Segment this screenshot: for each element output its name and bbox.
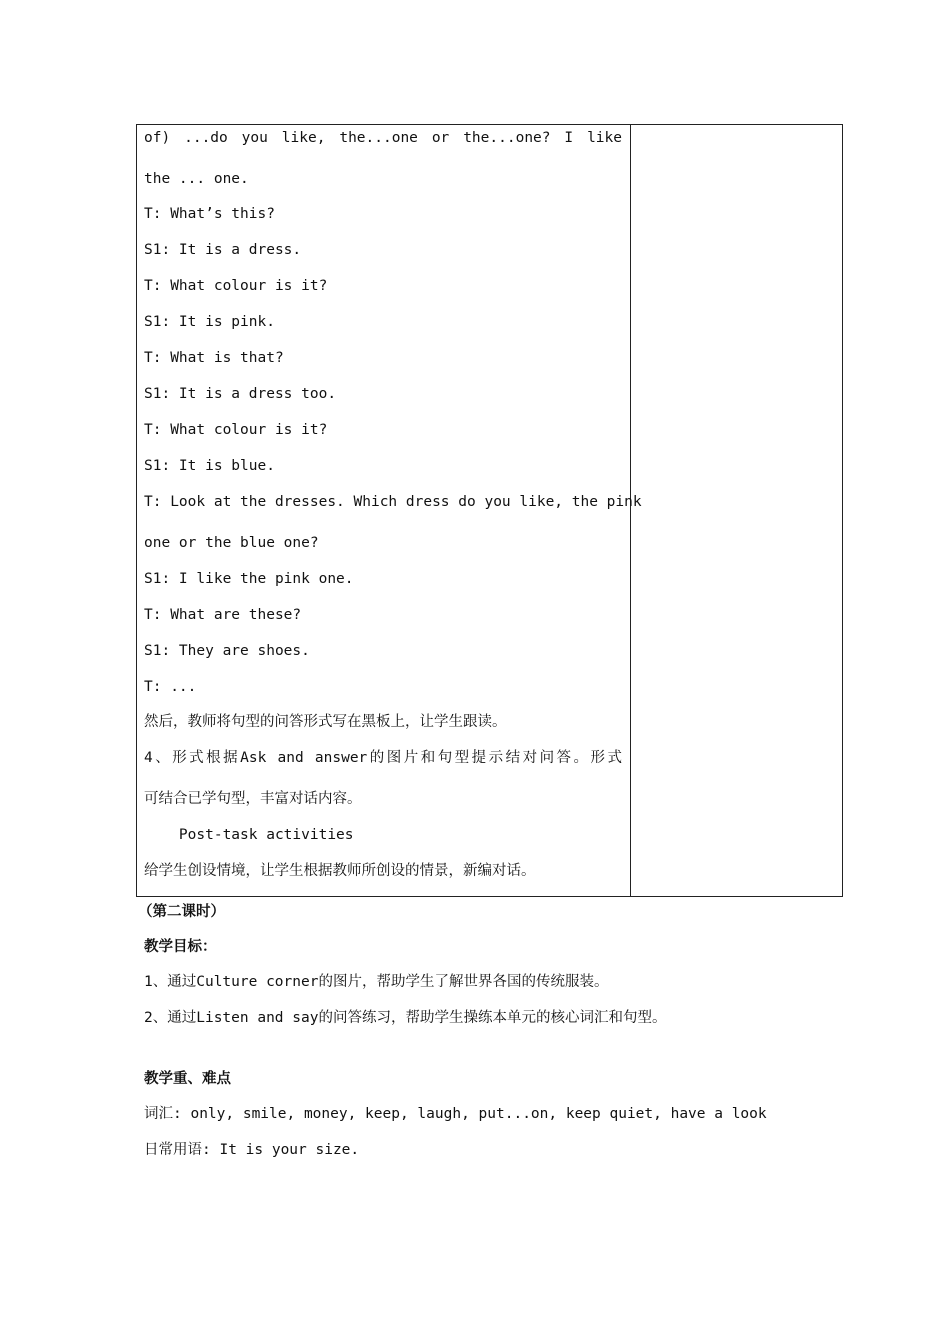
table-line: S1: It is blue. xyxy=(144,458,275,474)
objective-item: 1、通过Culture corner的图片，帮助学生了解世界各国的传统服装。 xyxy=(144,974,609,990)
table-line: the ... one. xyxy=(144,171,249,187)
table-line: of) ...do you like, the...one or the...one? I like xyxy=(144,130,622,146)
table-line: T: What’s this? xyxy=(144,206,275,222)
table-line: T: ... xyxy=(144,679,197,695)
objective-item: 2、通过Listen and say的问答练习，帮助学生操练本单元的核心词汇和句型。 xyxy=(144,1010,667,1026)
table-line: T: What are these? xyxy=(144,607,302,623)
table-line: S1: I like the pink one. xyxy=(144,571,354,587)
table-line: 给学生创设情境，让学生根据教师所创设的情景，新编对话。 xyxy=(144,863,536,879)
table-line: one or the blue one? xyxy=(144,535,319,551)
keypoints-heading: 教学重、难点 xyxy=(144,1071,231,1087)
table-line: T: Look at the dresses. Which dress do you like, the pink xyxy=(144,494,642,510)
table-line: T: What is that? xyxy=(144,350,284,366)
table-line: T: What colour is it? xyxy=(144,422,328,438)
table-line: S1: It is a dress too. xyxy=(144,386,337,402)
lesson-label: （第二课时） xyxy=(138,904,225,920)
table-line: 4、形式根据Ask and answer的图片和句型提示结对问答。形式 xyxy=(144,750,622,766)
vocabulary-line: 词汇: only, smile, money, keep, laugh, put...on, keep quiet, have a look xyxy=(144,1106,767,1122)
table-line: 可结合已学句型，丰富对话内容。 xyxy=(144,791,362,807)
table-line: T: What colour is it? xyxy=(144,278,328,294)
objectives-heading: 教学目标： xyxy=(144,939,217,955)
daily-expressions-line: 日常用语: It is your size. xyxy=(144,1142,360,1158)
table-line: Post-task activities xyxy=(144,827,354,843)
table-line: 然后，教师将句型的问答形式写在黑板上，让学生跟读。 xyxy=(144,714,507,730)
table-line: S1: It is a dress. xyxy=(144,242,302,258)
notes-cell xyxy=(630,125,842,897)
table-line: S1: It is pink. xyxy=(144,314,275,330)
table-line: S1: They are shoes. xyxy=(144,643,310,659)
